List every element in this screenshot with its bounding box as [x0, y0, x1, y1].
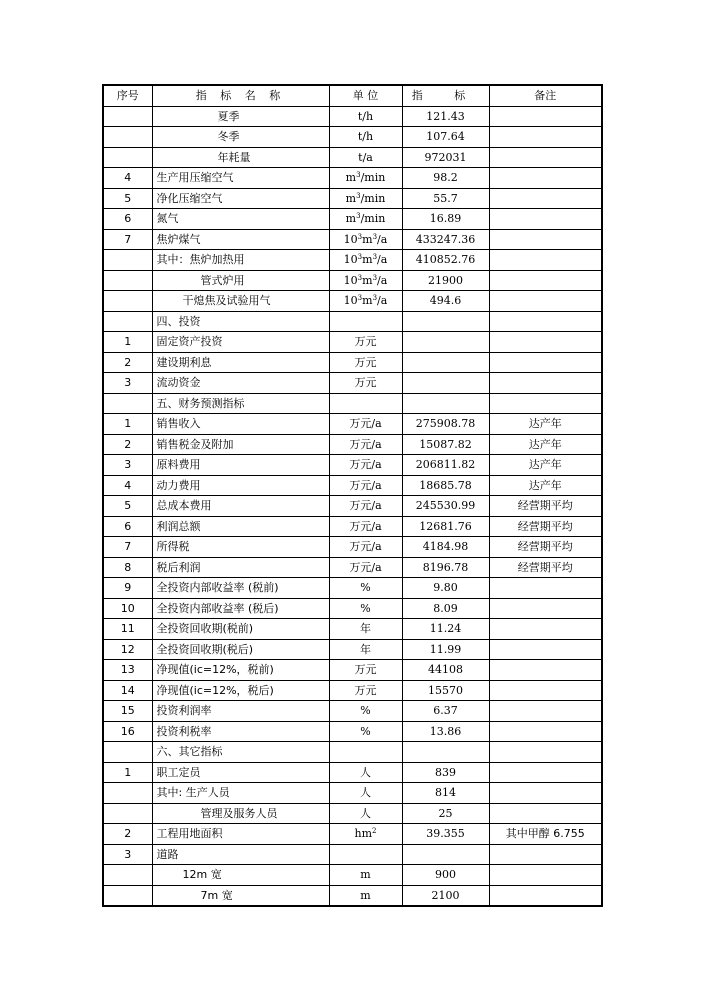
row-note: [489, 701, 602, 722]
table-row: [103, 147, 602, 168]
row-note: [489, 229, 602, 250]
row-number: 7: [103, 229, 152, 250]
row-value: 410852.76: [402, 250, 489, 271]
row-name: 销售税金及附加: [152, 434, 329, 455]
row-name: 工程用地面积: [152, 824, 329, 845]
row-number: 1: [103, 332, 152, 353]
row-unit: 年: [329, 619, 402, 640]
row-number: 15: [103, 701, 152, 722]
row-note: [489, 865, 602, 886]
row-value: 2100: [402, 885, 489, 906]
row-value: 21900: [402, 270, 489, 291]
row-value: [402, 844, 489, 865]
row-number: 2: [103, 824, 152, 845]
header-unit: 单 位: [329, 85, 402, 106]
row-name: 全投资内部收益率 (税前): [152, 578, 329, 599]
row-value: 11.24: [402, 619, 489, 640]
table-row: [103, 844, 602, 865]
unit-part: 2: [372, 827, 377, 836]
row-name: 全投资回收期(税后): [152, 639, 329, 660]
unit-part: 3: [357, 253, 363, 262]
row-number: 9: [103, 578, 152, 599]
row-name: 生产用压缩空气: [152, 168, 329, 189]
row-value: 12681.76: [402, 516, 489, 537]
unit-part: /a: [377, 253, 388, 267]
row-name: 销售收入: [152, 414, 329, 435]
row-unit: t/h: [329, 106, 402, 127]
row-name: 流动资金: [152, 373, 329, 394]
row-note: 经营期平均: [489, 496, 602, 517]
row-value: 98.2: [402, 168, 489, 189]
row-note: 经营期平均: [489, 516, 602, 537]
row-unit: 万元/a: [329, 557, 402, 578]
row-value: 39.355: [402, 824, 489, 845]
row-unit: [329, 393, 402, 414]
row-value: 9.80: [402, 578, 489, 599]
row-unit: m: [329, 865, 402, 886]
unit-part: m: [362, 294, 373, 308]
row-value: 11.99: [402, 639, 489, 660]
row-unit: 万元: [329, 680, 402, 701]
table-row: [103, 619, 602, 640]
row-unit: [329, 250, 402, 271]
row-unit: 人: [329, 762, 402, 783]
row-name: 所得税: [152, 537, 329, 558]
row-name: 全投资内部收益率 (税后): [152, 598, 329, 619]
row-number: 14: [103, 680, 152, 701]
row-name: 其中：焦炉加热用: [152, 250, 329, 271]
row-note: [489, 639, 602, 660]
unit-part: 10: [343, 294, 358, 308]
row-name: 7m 宽: [152, 885, 329, 906]
unit-part: 3: [372, 232, 378, 241]
row-number: 12: [103, 639, 152, 660]
row-unit: 人: [329, 783, 402, 804]
table-row: [103, 209, 602, 230]
row-value: 814: [402, 783, 489, 804]
row-unit: 万元/a: [329, 516, 402, 537]
row-unit: t/a: [329, 147, 402, 168]
row-number: [103, 147, 152, 168]
row-name: 管式炉用: [152, 270, 329, 291]
row-name: 总成本费用: [152, 496, 329, 517]
row-name: 五、财务预测指标: [152, 393, 329, 414]
unit-part: 3: [356, 212, 361, 221]
row-value: 275908.78: [402, 414, 489, 435]
row-number: [103, 270, 152, 291]
row-note: [489, 660, 602, 681]
header-value: 指 标: [402, 85, 489, 106]
row-number: [103, 865, 152, 886]
table-row: [103, 516, 602, 537]
row-note: [489, 393, 602, 414]
row-value: 245530.99: [402, 496, 489, 517]
row-number: [103, 291, 152, 312]
row-name: 六、其它指标: [152, 742, 329, 763]
row-note: [489, 680, 602, 701]
row-note: 达产年: [489, 434, 602, 455]
row-number: 10: [103, 598, 152, 619]
row-value: 8.09: [402, 598, 489, 619]
row-unit: 年: [329, 639, 402, 660]
unit-part: /min: [360, 171, 386, 185]
table-row: [103, 373, 602, 394]
table-row: [103, 496, 602, 517]
unit-part: 3: [372, 253, 378, 262]
row-unit: 万元/a: [329, 434, 402, 455]
row-note: [489, 885, 602, 906]
unit-part: m: [362, 273, 373, 287]
row-name: 税后利润: [152, 557, 329, 578]
row-unit: [329, 209, 402, 230]
row-unit: 万元/a: [329, 475, 402, 496]
table-row: [103, 701, 602, 722]
table-row: [103, 598, 602, 619]
row-value: 839: [402, 762, 489, 783]
row-note: 其中甲醇 6.755: [489, 824, 602, 845]
row-number: 3: [103, 373, 152, 394]
row-number: 6: [103, 516, 152, 537]
unit-part: m: [362, 253, 373, 267]
row-name: 固定资产投资: [152, 332, 329, 353]
row-number: 4: [103, 168, 152, 189]
row-unit: 万元: [329, 352, 402, 373]
row-number: 2: [103, 352, 152, 373]
unit-part: 10: [343, 253, 358, 267]
row-name: 利润总额: [152, 516, 329, 537]
header-note: 备注: [489, 85, 602, 106]
table-row: [103, 557, 602, 578]
table-row: [103, 127, 602, 148]
row-name: 净化压缩空气: [152, 188, 329, 209]
row-note: [489, 352, 602, 373]
row-unit: m: [329, 885, 402, 906]
table-row: [103, 352, 602, 373]
unit-part: 3: [356, 191, 361, 200]
table-row: [103, 106, 602, 127]
row-unit: 万元: [329, 660, 402, 681]
row-value: 13.86: [402, 721, 489, 742]
row-name: 原料费用: [152, 455, 329, 476]
row-value: 121.43: [402, 106, 489, 127]
row-note: [489, 168, 602, 189]
row-value: [402, 373, 489, 394]
table-row: [103, 578, 602, 599]
row-value: [402, 352, 489, 373]
table-row: [103, 455, 602, 476]
row-number: 7: [103, 537, 152, 558]
row-number: 16: [103, 721, 152, 742]
header-no: 序号: [103, 85, 152, 106]
row-name: 净现值(ic=12%，税前): [152, 660, 329, 681]
row-note: [489, 291, 602, 312]
row-value: 16.89: [402, 209, 489, 230]
row-value: 494.6: [402, 291, 489, 312]
unit-part: 3: [357, 294, 363, 303]
unit-part: 3: [357, 273, 363, 282]
header-name: 指 标 名 称: [152, 85, 329, 106]
row-unit: 万元/a: [329, 496, 402, 517]
row-note: [489, 270, 602, 291]
row-unit: [329, 311, 402, 332]
row-name: 道路: [152, 844, 329, 865]
row-number: 8: [103, 557, 152, 578]
row-note: [489, 619, 602, 640]
row-number: 4: [103, 475, 152, 496]
row-note: 经营期平均: [489, 537, 602, 558]
table-row: [103, 311, 602, 332]
row-number: [103, 803, 152, 824]
unit-part: m: [345, 191, 357, 205]
table-row: [103, 680, 602, 701]
row-unit: 人: [329, 803, 402, 824]
row-name: 净现值(ic=12%，税后): [152, 680, 329, 701]
unit-part: /a: [377, 294, 388, 308]
row-name: 夏季: [152, 106, 329, 127]
table-row: [103, 885, 602, 906]
row-note: [489, 127, 602, 148]
unit-part: 3: [357, 232, 363, 241]
row-number: 3: [103, 455, 152, 476]
row-unit: [329, 188, 402, 209]
table-row: [103, 762, 602, 783]
unit-part: /min: [360, 191, 386, 205]
unit-part: /a: [377, 273, 388, 287]
row-note: [489, 598, 602, 619]
row-value: 8196.78: [402, 557, 489, 578]
table-row: [103, 332, 602, 353]
row-note: [489, 803, 602, 824]
unit-part: /min: [360, 212, 386, 226]
table-row: [103, 865, 602, 886]
row-value: 18685.78: [402, 475, 489, 496]
row-value: 107.64: [402, 127, 489, 148]
unit-part: 3: [356, 171, 361, 180]
row-unit: 万元: [329, 332, 402, 353]
unit-part: /a: [377, 232, 388, 246]
table-row: [103, 229, 602, 250]
row-note: [489, 311, 602, 332]
row-number: 3: [103, 844, 152, 865]
row-name: 投资利润率: [152, 701, 329, 722]
row-number: [103, 742, 152, 763]
row-name: 管理及服务人员: [152, 803, 329, 824]
row-name: 投资利税率: [152, 721, 329, 742]
row-unit: 万元/a: [329, 414, 402, 435]
row-name: 职工定员: [152, 762, 329, 783]
row-value: [402, 393, 489, 414]
row-unit: %: [329, 578, 402, 599]
row-note: [489, 783, 602, 804]
row-note: [489, 332, 602, 353]
table-row: [103, 291, 602, 312]
unit-part: 10: [343, 273, 358, 287]
row-value: 44108: [402, 660, 489, 681]
row-note: [489, 742, 602, 763]
row-value: 55.7: [402, 188, 489, 209]
row-unit: t/h: [329, 127, 402, 148]
table-row: [103, 824, 602, 845]
row-name: 12m 宽: [152, 865, 329, 886]
row-note: [489, 209, 602, 230]
row-unit: [329, 168, 402, 189]
row-unit: 万元/a: [329, 537, 402, 558]
row-number: 5: [103, 188, 152, 209]
row-unit: [329, 229, 402, 250]
row-note: [489, 147, 602, 168]
row-name: 干熄焦及试验用气: [152, 291, 329, 312]
unit-part: m: [345, 212, 357, 226]
row-number: 1: [103, 414, 152, 435]
unit-part: hm: [354, 827, 373, 841]
row-number: [103, 106, 152, 127]
row-unit: 万元: [329, 373, 402, 394]
row-note: [489, 844, 602, 865]
row-name: 冬季: [152, 127, 329, 148]
unit-part: m: [362, 232, 373, 246]
row-number: [103, 393, 152, 414]
row-number: [103, 783, 152, 804]
row-value: 15570: [402, 680, 489, 701]
table-header-row: [103, 85, 602, 106]
row-value: [402, 332, 489, 353]
row-name: 年耗量: [152, 147, 329, 168]
unit-part: m: [345, 171, 357, 185]
row-name: 焦炉煤气: [152, 229, 329, 250]
table-row: [103, 414, 602, 435]
row-number: [103, 311, 152, 332]
table-row: [103, 434, 602, 455]
row-value: [402, 742, 489, 763]
row-value: 900: [402, 865, 489, 886]
table-row: [103, 250, 602, 271]
row-number: [103, 127, 152, 148]
table-row: [103, 393, 602, 414]
row-name: 建设期利息: [152, 352, 329, 373]
row-value: 433247.36: [402, 229, 489, 250]
row-number: 11: [103, 619, 152, 640]
table-row: [103, 639, 602, 660]
row-number: [103, 885, 152, 906]
table-row: [103, 721, 602, 742]
row-note: [489, 188, 602, 209]
row-name: 四、投资: [152, 311, 329, 332]
row-unit: [329, 270, 402, 291]
row-value: 25: [402, 803, 489, 824]
row-number: 5: [103, 496, 152, 517]
unit-part: 3: [372, 273, 378, 282]
table-row: [103, 270, 602, 291]
row-value: 206811.82: [402, 455, 489, 476]
table-row: [103, 537, 602, 558]
row-number: 6: [103, 209, 152, 230]
row-unit: %: [329, 721, 402, 742]
table-row: [103, 783, 602, 804]
row-unit: [329, 742, 402, 763]
row-unit: [329, 291, 402, 312]
table-row: [103, 803, 602, 824]
table-row: [103, 742, 602, 763]
row-name: 全投资回收期(税前): [152, 619, 329, 640]
indicator-table: [102, 84, 603, 907]
row-unit: %: [329, 701, 402, 722]
row-note: 达产年: [489, 455, 602, 476]
row-note: [489, 721, 602, 742]
row-note: [489, 578, 602, 599]
row-unit: [329, 844, 402, 865]
table-row: [103, 168, 602, 189]
row-number: 1: [103, 762, 152, 783]
row-number: 13: [103, 660, 152, 681]
row-value: 972031: [402, 147, 489, 168]
unit-part: 3: [372, 294, 378, 303]
row-note: [489, 373, 602, 394]
row-value: [402, 311, 489, 332]
unit-part: 10: [343, 232, 358, 246]
row-note: 经营期平均: [489, 557, 602, 578]
row-value: 4184.98: [402, 537, 489, 558]
row-unit: %: [329, 598, 402, 619]
row-value: 6.37: [402, 701, 489, 722]
row-name: 其中: 生产人员: [152, 783, 329, 804]
row-unit: 万元/a: [329, 455, 402, 476]
row-unit: [329, 824, 402, 845]
row-note: [489, 106, 602, 127]
row-note: 达产年: [489, 475, 602, 496]
row-note: [489, 250, 602, 271]
row-note: 达产年: [489, 414, 602, 435]
row-name: 动力费用: [152, 475, 329, 496]
row-number: [103, 250, 152, 271]
table-row: [103, 660, 602, 681]
row-number: 2: [103, 434, 152, 455]
row-note: [489, 762, 602, 783]
table-row: [103, 475, 602, 496]
table-row: [103, 188, 602, 209]
row-value: 15087.82: [402, 434, 489, 455]
row-name: 氮气: [152, 209, 329, 230]
